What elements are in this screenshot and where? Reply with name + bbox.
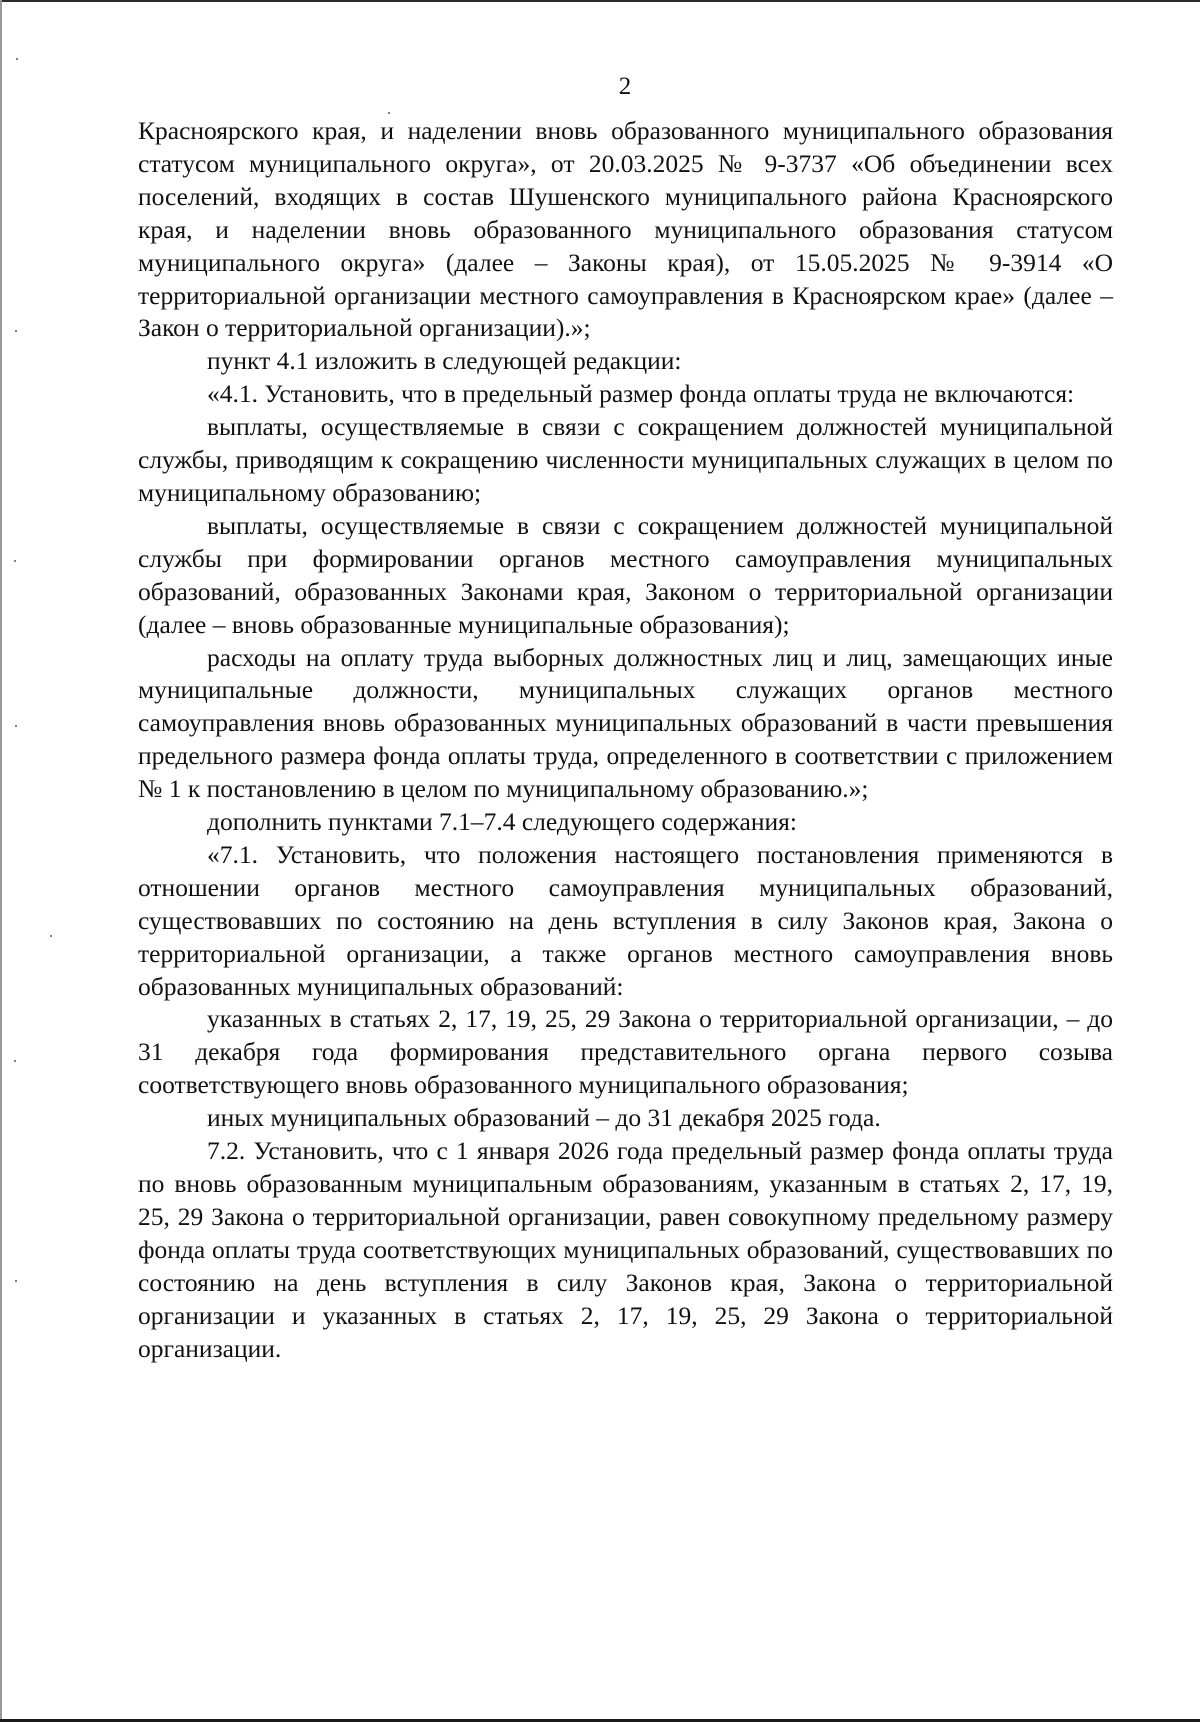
paragraph-item-4-1: «4.1. Установить, что в предельный размер фонда оплаты труда не включаются:: [207, 379, 1075, 409]
paragraph-payments-reduction: выплаты, осуществляемые в связи с сокращением должностей муниципальной службы, приводящим к сокращению численности муниципальных служащих в целом по муниципальному образованию;: [138, 412, 1113, 507]
scan-speck: [15, 330, 17, 332]
scan-speck: [14, 1060, 16, 1062]
paragraph-specified-articles: указанных в статьях 2, 17, 19, 25, 29 Закона о территориальной организации, – до 31 декабря года формирования представительного органа первого созыва соответствующего вновь образованного муниципального образования;: [138, 1004, 1113, 1100]
scan-speck: [388, 112, 390, 114]
scan-speck: [50, 935, 52, 937]
paragraph-payments-formation: выплаты, осуществляемые в связи с сокращением должностей муниципальной службы при формировании органов местного самоуправления муниципальных образований, образованных Законами края, Законом о территориальной организации (далее – вновь образованные муниципальные образования);: [138, 510, 1113, 639]
paragraph-laws-reference: Красноярского края, и наделении вновь образованного муниципального образования статусом муниципального округа», от 20.03.2025 № 9-3737 «Об объединении всех поселений, входящих в состав Шушенского муниципального района Красноярского края, и наделении вновь образованного муниципального образования статусом муниципального округа» (далее – Законы края), от 15.05.2025 № 9-3914 «О территориальной организации местного самоуправления в Красноярском крае» (далее – Закон о территориальной организации).»;: [138, 116, 1113, 343]
scan-speck: [16, 58, 18, 60]
scan-edge-top: [0, 0, 1200, 2]
paragraph-item-7-1: «7.1. Установить, что положения настоящего постановления применяются в отношении органов местного самоуправления муниципальных образований, существовавших по состоянию на день вступления в силу Законов края, Закона о территориальной организации, а также органов местного самоуправления вновь образованных муниципальных образований:: [138, 839, 1113, 1001]
paragraph-expenses: расходы на оплату труда выборных должностных лиц и лиц, замещающих иные муниципальные должности, муниципальных служащих органов местного самоуправления вновь образованных муниципальных образований в части превышения предельного размера фонда оплаты труда, определенного в соответствии с приложением № 1 к постановлению в целом по муниципальному образованию.»;: [138, 642, 1113, 804]
paragraph-item-4-1-intro: пункт 4.1 изложить в следующей редакции:: [207, 346, 682, 376]
paragraph-item-7-2: 7.2. Установить, что с 1 января 2026 года предельный размер фонда оплаты труда по вновь образованным муниципальным образованиям, указанным в статьях 2, 17, 19, 25, 29 Закона о территориальной организации, равен совокупному предельному размеру фонда оплаты труда соответствующих муниципальных образований, существовавших по состоянию на день вступления в силу Законов края, Закона о территориальной организации и указанных в статьях 2, 17, 19, 25, 29 Закона о территориальной организации.: [138, 1136, 1113, 1363]
document-body: [138, 115, 1113, 1365]
paragraph-other-municipalities: иных муниципальных образований – до 31 декабря 2025 года.: [207, 1103, 881, 1133]
page-number: 2: [618, 73, 632, 100]
scan-edge-left: [0, 0, 2, 1722]
scan-speck: [15, 725, 17, 727]
paragraph-add-items-intro: дополнить пунктами 7.1–7.4 следующего содержания:: [207, 807, 797, 837]
scan-speck: [15, 1280, 17, 1282]
scan-speck: [14, 560, 16, 562]
